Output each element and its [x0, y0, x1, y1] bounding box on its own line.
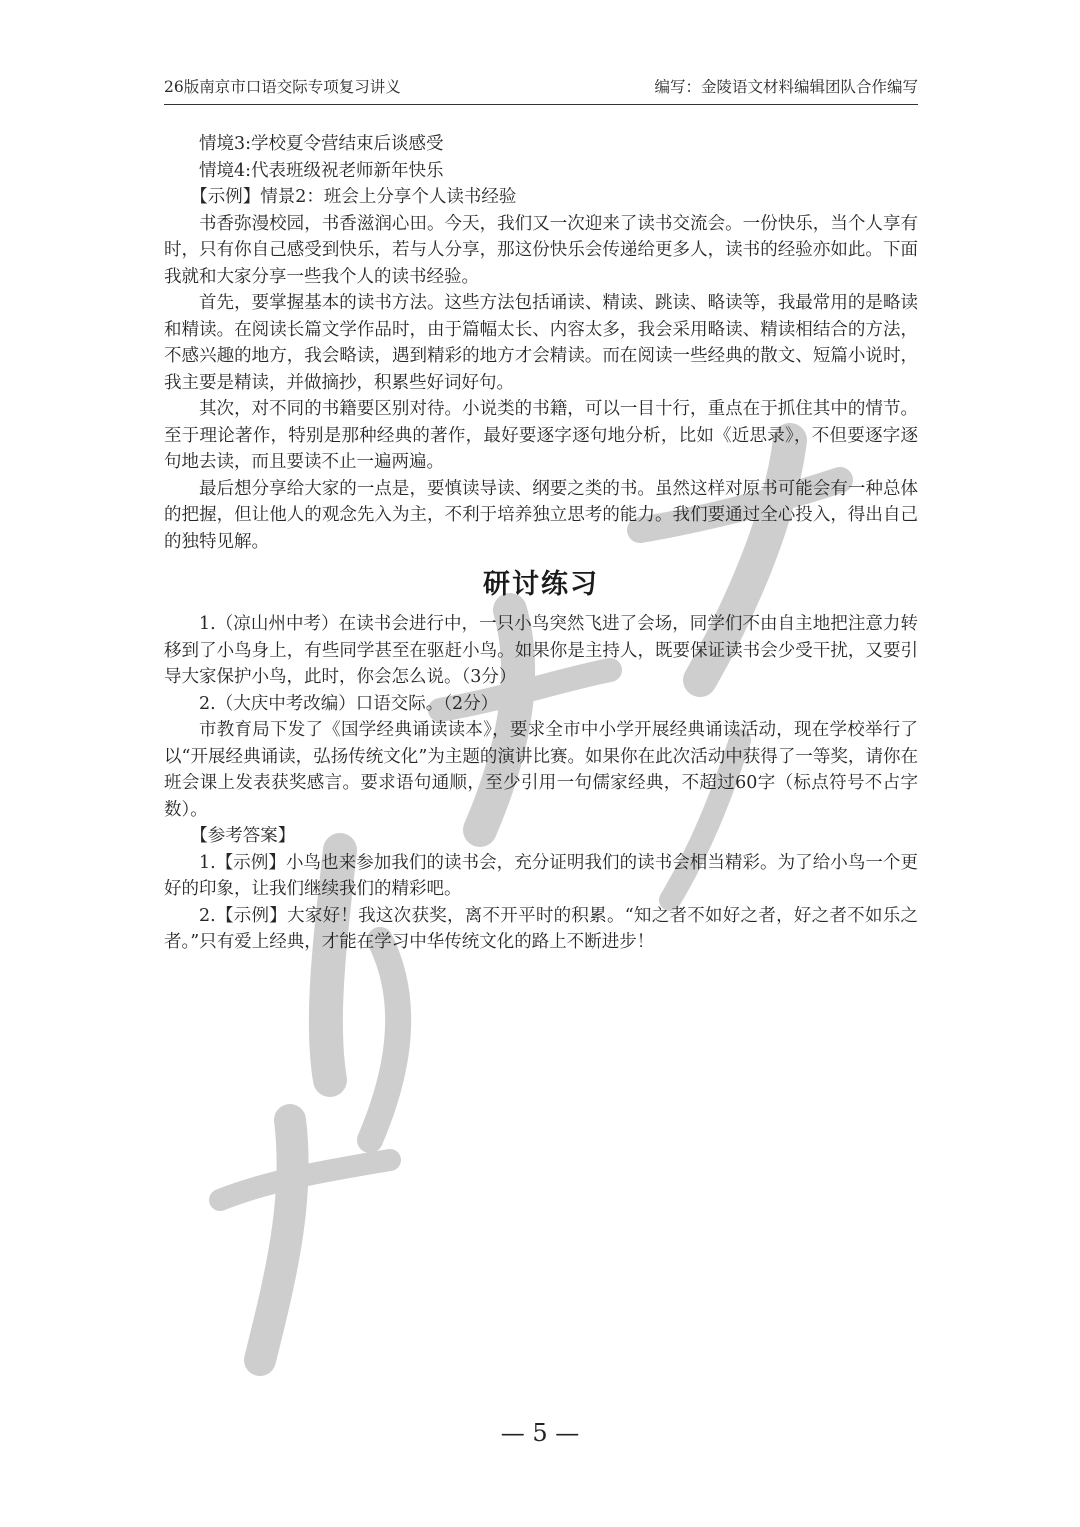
answer-1: 1.【示例】小鸟也来参加我们的读书会，充分证明我们的读书会相当精彩。为了给小鸟一个更好的印象，让我们继续我们的精彩吧。	[164, 852, 918, 899]
header-editor: 编写：金陵语文材料编辑团队合作编写	[654, 78, 918, 96]
example-paragraph-second: 其次，对不同的书籍要区别对待。小说类的书籍，可以一目十行，重点在于抓住其中的情节。至于理论著作，特别是那种经典的著作，最好要逐字逐句地分析，比如《近思录》，不但要逐字逐句地去读，而且要读不止一遍两遍。	[164, 399, 918, 472]
page-header	[164, 76, 918, 105]
question-1: 1.（凉山州中考）在读书会进行中，一只小鸟突然飞进了会场，同学们不由自主地把注意力转移到了小鸟身上，有些同学甚至在驱赶小鸟。如果你是主持人，既要保证读书会少受干扰，又要引导大家保护小鸟，此时，你会怎么说。（3分）	[164, 614, 918, 687]
example-paragraph-last: 最后想分享给大家的一点是，要慎读导读、纲要之类的书。虽然这样对原书可能会有一种总体的把握，但让他人的观念先入为主，不利于培养独立思考的能力。我们要通过全心投入，得出自己的独特见解。	[164, 478, 918, 552]
header-title: 26版南京市口语交际专项复习讲义	[164, 78, 401, 96]
section-title: 研讨练习	[483, 569, 599, 600]
question-2-body: 市教育局下发了《国学经典诵读读本》，要求全市中小学开展经典诵读活动，现在学校举行了以“开展经典诵读，弘扬传统文化”为主题的演讲比赛。如果你在此次活动中获得了一等奖，请你在班会课上发表获奖感言。要求语句通顺，至少引用一句儒家经典，不超过60字（标点符号不占字数）。	[164, 720, 918, 820]
question-2: 2.（大庆中考改编）口语交际。（2分）	[199, 693, 499, 714]
scenario-4: 情境4:代表班级祝老师新年快乐	[199, 160, 444, 181]
example-paragraph-intro: 书香弥漫校园，书香滋润心田。今天，我们又一次迎来了读书交流会。一份快乐，当个人享有时，只有你自己感受到快乐，若与人分享，那这份快乐会传递给更多人，读书的经验亦如此。下面我就和大家分享一些我个人的读书经验。	[164, 213, 918, 287]
example-paragraph-first: 首先，要掌握基本的读书方法。这些方法包括诵读、精读、跳读、略读等，我最常用的是略读和精读。在阅读长篇文学作品时，由于篇幅太长、内容太多，我会采用略读、精读相结合的方法，不感兴趣的地方，我会略读，遇到精彩的地方才会精读。而在阅读一些经典的散文、短篇小说时，我主要是精读，并做摘抄，积累些好词好句。	[164, 293, 918, 393]
example-heading: 【示例】情景2：班会上分享个人读书经验	[190, 187, 517, 207]
page-number: — 5 —	[500, 1419, 580, 1447]
answer-2: 2.【示例】大家好！我这次获奖，离不开平时的积累。“知之者不如好之者，好之者不如乐之者。”只有爱上经典，才能在学习中华传统文化的路上不断进步！	[164, 905, 918, 952]
scenario-3: 情境3:学校夏令营结束后谈感受	[199, 134, 444, 154]
answer-label: 【参考答案】	[190, 826, 296, 846]
document-body	[164, 131, 918, 956]
